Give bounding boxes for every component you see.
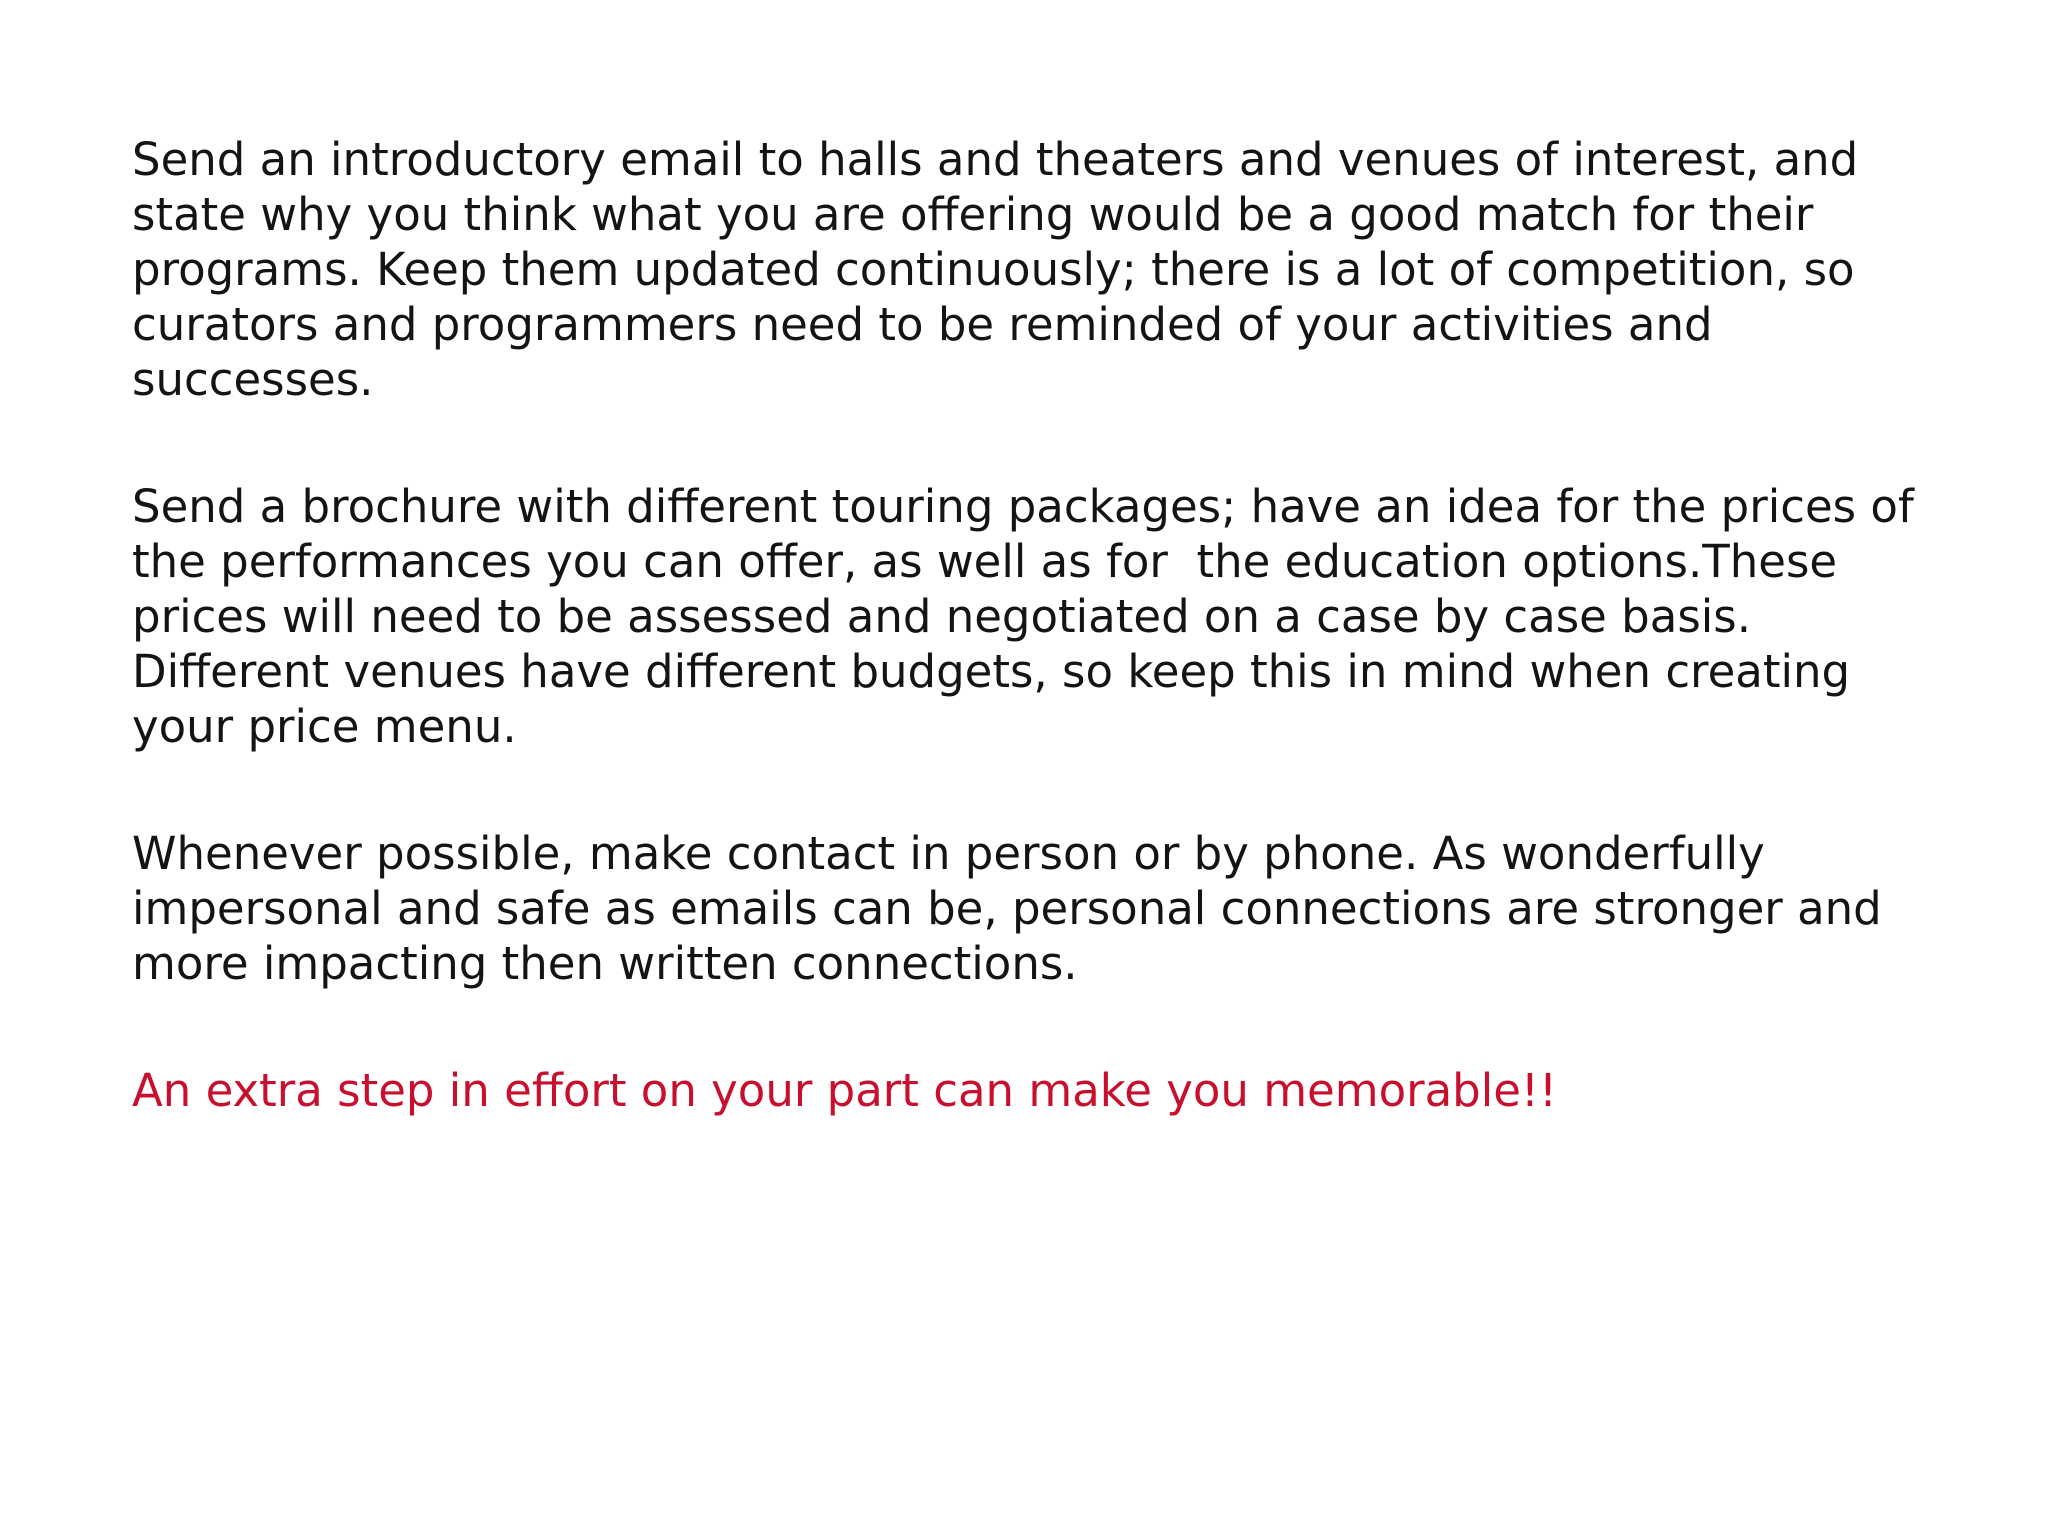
paragraph-personal-contact <box>132 826 1988 991</box>
text-line: prices will need to be assessed and negotiated on a case by case basis. <box>132 590 1752 643</box>
text-line: state why you think what you are offering would be a good match for their <box>132 188 1814 241</box>
text-line: the performances you can offer, as well as for the education options.These <box>132 535 1838 588</box>
paragraph-brochure <box>132 479 1988 754</box>
text-line: your price menu. <box>132 700 517 753</box>
text-line: An extra step in effort on your part can make you memorable!! <box>132 1064 1558 1117</box>
text-line: successes. <box>132 353 374 406</box>
text-line: Different venues have different budgets, so keep this in mind when creating <box>132 645 1851 698</box>
text-line: curators and programmers need to be reminded of your activities and <box>132 298 1713 351</box>
text-line: more impacting then written connections. <box>132 937 1078 990</box>
text-line: Whenever possible, make contact in person or by phone. As wonderfully <box>132 827 1765 880</box>
text-line: Send an introductory email to halls and theaters and venues of interest, and <box>132 133 1859 186</box>
paragraph-highlight-callout <box>132 1063 1988 1118</box>
paragraph-introductory-email <box>132 132 1988 407</box>
text-line: Send a brochure with different touring packages; have an idea for the prices of <box>132 480 1914 533</box>
text-line: programs. Keep them updated continuously; there is a lot of competition, so <box>132 243 1855 296</box>
text-line: impersonal and safe as emails can be, personal connections are stronger and <box>132 882 1882 935</box>
